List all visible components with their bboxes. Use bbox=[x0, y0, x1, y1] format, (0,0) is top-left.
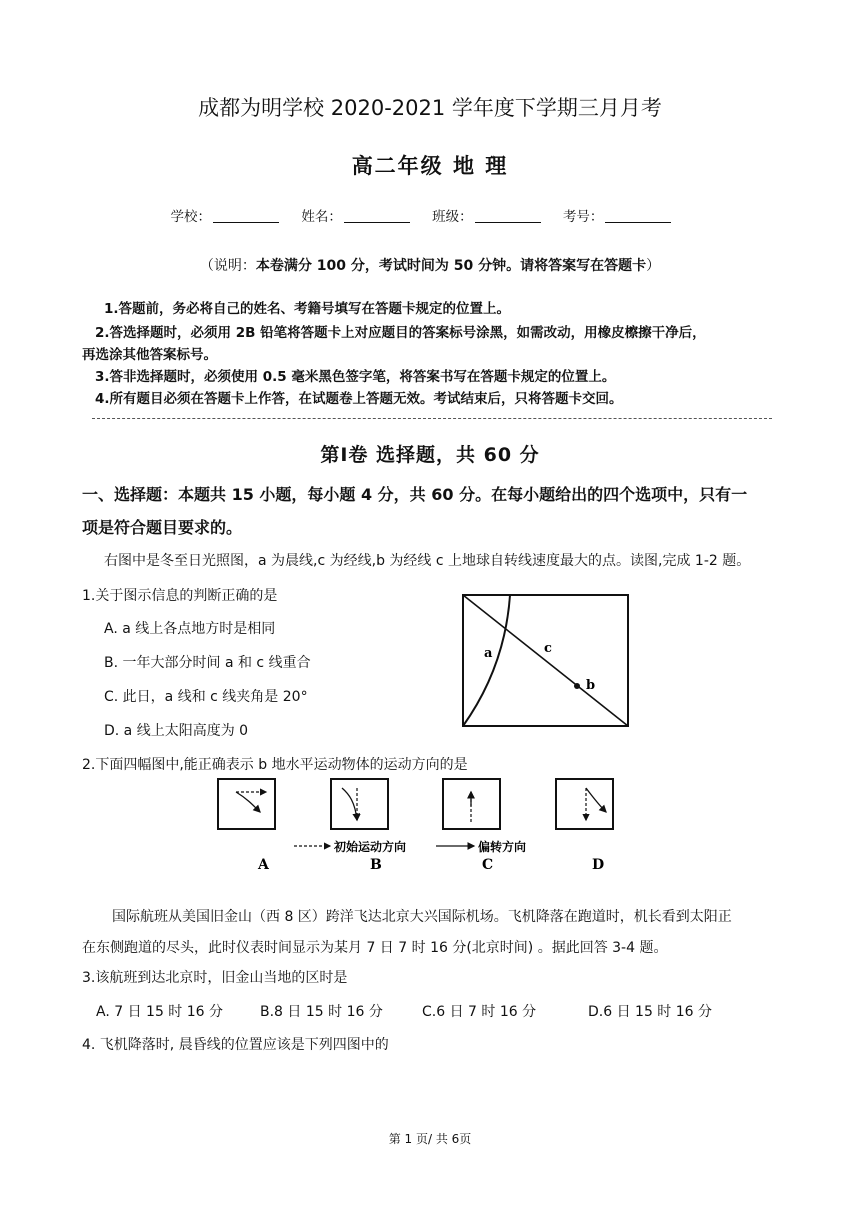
question-1-option-c: C. 此日，a 线和 c 线夹角是 20° bbox=[104, 689, 308, 705]
question-3-option-c: C.6 日 7 时 16 分 bbox=[422, 1004, 537, 1020]
panel-b-label: B bbox=[370, 857, 382, 872]
name-blank[interactable] bbox=[344, 210, 410, 223]
passage-2-line1: 国际航班从美国旧金山（西 8 区）跨洋飞达北京大兴国际机场。飞机降落在跑道时，机长看到太阳正 bbox=[112, 909, 732, 925]
exam-number-blank[interactable] bbox=[605, 210, 671, 223]
student-info-fields bbox=[0, 205, 860, 225]
exam-number-label: 考号： bbox=[562, 209, 604, 225]
instruction-4: 4.所有题目必须在答题卡上作答，在试题卷上答题无效。考试结束后，只将答题卡交回。 bbox=[95, 391, 623, 407]
instruction-2-cont: 再选涂其他答案标号。 bbox=[82, 347, 217, 363]
section-title: 第Ⅰ卷 选择题，共 60 分 bbox=[320, 444, 540, 466]
instruction-2: 2.答选择题时，必须用 2B 铅笔将答题卡上对应题目的答案标号涂黑，如需改动，用橡皮檫擦干净后， bbox=[95, 325, 706, 341]
label-c: c bbox=[544, 641, 552, 656]
solstice-illumination-figure bbox=[462, 594, 630, 728]
question-2-stem: 2.下面四幅图中,能正确表示 b 地水平运动物体的运动方向的是 bbox=[82, 757, 468, 773]
question-3-stem: 3.该航班到达北京时，旧金山当地的区时是 bbox=[82, 970, 348, 986]
panel-c-label: C bbox=[482, 857, 494, 872]
question-1-option-d: D. a 线上太阳高度为 0 bbox=[104, 723, 249, 739]
part-heading-line2: 项是符合题目要求的。 bbox=[82, 518, 243, 537]
question-1-stem: 1.关于图示信息的判断正确的是 bbox=[82, 588, 278, 604]
passage-2-line2: 在东侧跑道的尽头，此时仪表时间显示为某月 7 日 7 时 16 分(北京时间) 。据此回答 3-4 题。 bbox=[82, 940, 668, 956]
exam-subtitle: 高二年级 地 理 bbox=[351, 154, 509, 178]
legend-initial-label: 初始运动方向 bbox=[334, 840, 407, 854]
panel-d bbox=[556, 779, 613, 829]
question-4-stem: 4. 飞机降落时, 晨昏线的位置应该是下列四图中的 bbox=[82, 1037, 389, 1053]
note-suffix: ） bbox=[646, 258, 661, 274]
class-label: 班级： bbox=[432, 209, 473, 225]
question-1-option-a: A. a 线上各点地方时是相同 bbox=[104, 621, 276, 637]
part-heading-line1: 一、选择题：本题共 15 小题，每小题 4 分，共 60 分。在每小题给出的四个选项中，只有一 bbox=[82, 485, 748, 504]
dashed-divider bbox=[92, 418, 772, 419]
question-3-option-d: D.6 日 15 时 16 分 bbox=[588, 1004, 713, 1020]
page-footer: 第 1 页/ 共 6页 bbox=[388, 1132, 472, 1146]
instruction-3: 3.答非选择题时，必须使用 0.5 毫米黑色签字笔，将答案书写在答题卡规定的位置上。 bbox=[95, 369, 616, 385]
school-blank[interactable] bbox=[213, 210, 279, 223]
instruction-1: 1.答题前，务必将自己的姓名、考籍号填写在答题卡规定的位置上。 bbox=[104, 301, 511, 317]
note-body: 本卷满分 100 分，考试时间为 50 分钟。请将答案写在答题卡 bbox=[255, 258, 647, 274]
school-label: 学校： bbox=[170, 209, 212, 225]
deflection-options-figure bbox=[214, 776, 644, 872]
question-1-option-b: B. 一年大部分时间 a 和 c 线重合 bbox=[104, 655, 311, 671]
panel-a bbox=[218, 779, 275, 829]
panel-c bbox=[443, 779, 500, 829]
panel-b bbox=[331, 779, 388, 829]
exam-title: 成都为明学校 2020-2021 学年度下学期三月月考 bbox=[198, 96, 662, 120]
legend-deflect-label: 偏转方向 bbox=[478, 840, 527, 854]
label-b: b bbox=[586, 678, 596, 693]
passage-1: 右图中是冬至日光照图，a 为晨线,c 为经线,b 为经线 c 上地球自转线速度最大的点。读图,完成 1-2 题。 bbox=[104, 553, 751, 569]
note-prefix: （说明： bbox=[199, 258, 256, 274]
question-3-option-a: A. 7 日 15 时 16 分 bbox=[96, 1004, 224, 1020]
panel-a-label: A bbox=[258, 857, 269, 872]
question-3-option-b: B.8 日 15 时 16 分 bbox=[260, 1004, 383, 1020]
point-b bbox=[574, 683, 580, 689]
exam-note bbox=[0, 255, 860, 275]
label-a: a bbox=[484, 646, 493, 661]
class-blank[interactable] bbox=[475, 210, 541, 223]
panel-d-label: D bbox=[592, 857, 605, 872]
name-label: 姓名： bbox=[301, 209, 342, 225]
